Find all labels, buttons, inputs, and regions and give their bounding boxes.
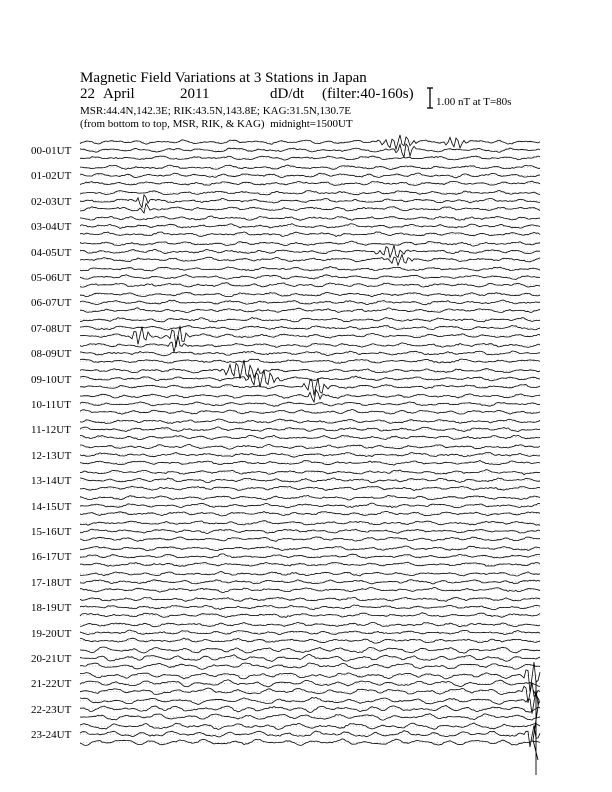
- hour-label: 10-11UT: [31, 399, 71, 411]
- trace-RIK-18-19UT: [80, 605, 540, 610]
- hour-label: 04-05UT: [31, 246, 72, 259]
- trace-group: [80, 135, 540, 775]
- station-coordinates: MSR:44.4N,142.3E; RIK:43.5N,143.8E; KAG:31.5N,130.7E: [80, 105, 352, 117]
- trace-RIK-00-01UT: [80, 144, 540, 157]
- trace-KAG-08-09UT: [80, 336, 540, 353]
- trace-RIK-22-23UT: [80, 706, 540, 713]
- trace-MSR-00-01UT: [80, 156, 540, 160]
- trace-KAG-20-21UT: [80, 647, 540, 653]
- hour-label: 05-06UT: [31, 272, 72, 284]
- hour-label: 23-24UT: [31, 729, 72, 742]
- trace-KAG-19-20UT: [80, 622, 540, 627]
- trace-KAG-09-10UT: [80, 360, 540, 379]
- filter-label: (filter:40-160s): [322, 86, 414, 102]
- hour-label: 00-01UT: [31, 145, 72, 157]
- hour-label: 03-04UT: [31, 221, 72, 234]
- trace-MSR-15-16UT: [80, 537, 540, 542]
- trace-MSR-07-08UT: [80, 326, 540, 347]
- trace-MSR-10-11UT: [80, 409, 540, 414]
- trace-KAG-21-22UT: [80, 662, 540, 692]
- midnight-note: midnight=1500UT: [270, 118, 353, 130]
- hour-label: 21-22UT: [31, 678, 72, 691]
- trace-KAG-05-06UT: [80, 267, 540, 272]
- hour-label: 09-10UT: [31, 373, 72, 386]
- hour-label: 11-12UT: [31, 424, 71, 437]
- trace-MSR-22-23UT: [80, 714, 540, 720]
- order-note: (from bottom to top, MSR, RIK, & KAG): [80, 118, 265, 130]
- hour-label: 17-18UT: [31, 576, 72, 589]
- date-year: 2011: [180, 86, 210, 102]
- hour-label: 15-16UT: [31, 526, 72, 538]
- hour-label: 16-17UT: [31, 551, 72, 564]
- trace-MSR-02-03UT: [80, 204, 540, 214]
- trace-KAG-22-23UT: [80, 690, 540, 714]
- hour-label: 07-08UT: [31, 322, 72, 335]
- trace-KAG-13-14UT: [80, 470, 540, 475]
- trace-RIK-14-15UT: [80, 503, 540, 508]
- trace-MSR-04-05UT: [80, 254, 540, 265]
- trace-MSR-17-18UT: [80, 587, 540, 592]
- component-label: dD/dt: [270, 86, 305, 102]
- trace-RIK-23-24UT: [80, 726, 540, 747]
- chart-title: Magnetic Field Variations at 3 Stations in Japan: [80, 70, 367, 86]
- hour-label: 13-14UT: [31, 475, 72, 488]
- date-month: April: [103, 86, 135, 102]
- trace-RIK-19-20UT: [80, 630, 540, 635]
- hour-label: 18-19UT: [31, 602, 72, 615]
- hour-label: 12-13UT: [31, 449, 72, 462]
- hour-label: 14-15UT: [31, 500, 72, 513]
- trace-MSR-06-07UT: [80, 308, 540, 313]
- hour-label: 01-02UT: [31, 170, 72, 183]
- date-day: 22: [80, 86, 95, 102]
- scale-label: 1.00 nT at T=80s: [436, 96, 512, 108]
- trace-RIK-10-11UT: [80, 402, 540, 406]
- trace-RIK-02-03UT: [80, 195, 540, 208]
- trace-MSR-13-14UT: [80, 486, 540, 490]
- hour-label: 22-23UT: [31, 703, 72, 716]
- trace-RIK-16-17UT: [80, 554, 540, 558]
- trace-KAG-04-05UT: [80, 241, 540, 246]
- hour-label: 19-20UT: [31, 627, 72, 640]
- trace-RIK-15-16UT: [80, 529, 540, 533]
- hour-label: 08-09UT: [31, 348, 72, 361]
- scale-bar: [427, 88, 433, 108]
- hour-label: 02-03UT: [31, 195, 72, 208]
- trace-KAG-03-04UT: [80, 216, 540, 220]
- hour-label: 06-07UT: [31, 297, 72, 310]
- trace-RIK-08-09UT: [80, 351, 540, 356]
- hour-label: 20-21UT: [31, 653, 72, 665]
- trace-MSR-12-13UT: [80, 461, 540, 466]
- trace-MSR-19-20UT: [80, 638, 540, 643]
- trace-KAG-17-18UT: [80, 572, 540, 576]
